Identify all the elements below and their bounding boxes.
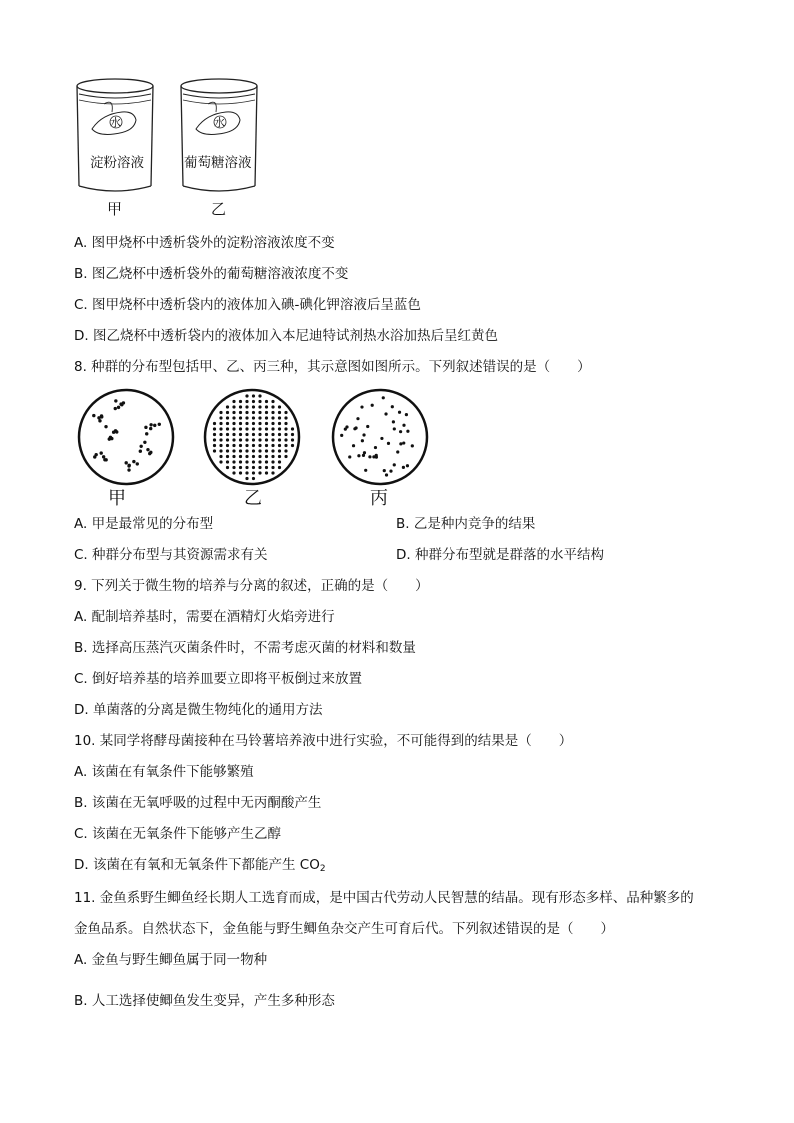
q10-option-a: A. 该菌在有氧条件下能够繁殖 bbox=[74, 764, 254, 780]
q10-option-c: C. 该菌在无氧条件下能够产生乙醇 bbox=[74, 826, 282, 842]
distribution-circle-random bbox=[333, 390, 427, 484]
beaker-figure bbox=[74, 74, 264, 199]
q10-option-b: B. 该菌在无氧呼吸的过程中无丙酮酸产生 bbox=[74, 795, 322, 811]
q9-option-d: D. 单菌落的分离是微生物纯化的通用方法 bbox=[74, 702, 323, 718]
q9-option-b: B. 选择高压蒸汽灭菌条件时，不需考虑灭菌的材料和数量 bbox=[74, 640, 416, 656]
q11-option-a: A. 金鱼与野生鲫鱼属于同一物种 bbox=[74, 952, 268, 968]
q8-stem: 8. 种群的分布型包括甲、乙、丙三种，其示意图如图所示。下列叙述错误的是（ ） bbox=[74, 359, 591, 375]
q8-option-d: D. 种群分布型就是群落的水平结构 bbox=[396, 547, 604, 563]
q7-option-c: C. 图甲烧杯中透析袋内的液体加入碘-碘化钾溶液后呈蓝色 bbox=[74, 297, 421, 313]
distribution-label-bing: 丙 bbox=[370, 488, 388, 509]
q9-option-a: A. 配制培养基时，需要在酒精灯火焰旁进行 bbox=[74, 609, 335, 625]
q10-option-d-subscript: 2 bbox=[319, 864, 326, 874]
q8-option-c: C. 种群分布型与其资源需求有关 bbox=[74, 547, 268, 563]
beaker-right-caption: 乙 bbox=[211, 200, 227, 218]
dots-uniform bbox=[213, 394, 294, 480]
beaker-left-solution: 淀粉溶液 bbox=[90, 155, 144, 171]
q7-option-d: D. 图乙烧杯中透析袋内的液体加入本尼迪特试剂热水浴加热后呈红黄色 bbox=[74, 328, 498, 344]
beaker-left-bag-label: 水 bbox=[110, 116, 121, 129]
q11-stem-line2: 金鱼品系。自然状态下，金鱼能与野生鲫鱼杂交产生可育后代。下列叙述错误的是（ ） bbox=[74, 921, 614, 937]
dots-random bbox=[340, 396, 414, 476]
q8-option-b: B. 乙是种内竞争的结果 bbox=[396, 516, 536, 532]
dots-clumped bbox=[92, 399, 161, 472]
distribution-circle-uniform bbox=[205, 390, 299, 484]
beaker-left-caption: 甲 bbox=[107, 200, 123, 218]
beaker-right-solution: 葡萄糖溶液 bbox=[184, 155, 252, 171]
distribution-circle-clumped bbox=[79, 390, 173, 484]
beaker-right-bag-label: 水 bbox=[214, 116, 225, 129]
q10-option-d bbox=[74, 856, 326, 878]
q9-option-c: C. 倒好培养基的培养皿要立即将平板倒过来放置 bbox=[74, 671, 363, 687]
q11-option-b: B. 人工选择使鲫鱼发生变异，产生多种形态 bbox=[74, 993, 335, 1009]
distribution-label-yi: 乙 bbox=[244, 488, 262, 509]
q8-option-a: A. 甲是最常见的分布型 bbox=[74, 516, 214, 532]
q10-option-d-text: D. 该菌在有氧和无氧条件下都能产生 CO bbox=[74, 857, 320, 873]
q10-stem: 10. 某同学将酵母菌接种在马铃薯培养液中进行实验，不可能得到的结果是（ ） bbox=[74, 733, 573, 749]
population-distribution-figure bbox=[74, 388, 434, 488]
q9-stem: 9. 下列关于微生物的培养与分离的叙述，正确的是（ ） bbox=[74, 578, 429, 594]
distribution-label-jia: 甲 bbox=[108, 488, 126, 509]
beaker-left bbox=[77, 79, 153, 191]
q7-option-b: B. 图乙烧杯中透析袋外的葡萄糖溶液浓度不变 bbox=[74, 266, 349, 282]
q11-stem-line1: 11. 金鱼系野生鲫鱼经长期人工选育而成，是中国古代劳动人民智慧的结晶。现有形态多样、品种繁多的 bbox=[74, 890, 694, 906]
beaker-right bbox=[181, 79, 257, 191]
q7-option-a: A. 图甲烧杯中透析袋外的淀粉溶液浓度不变 bbox=[74, 235, 335, 251]
